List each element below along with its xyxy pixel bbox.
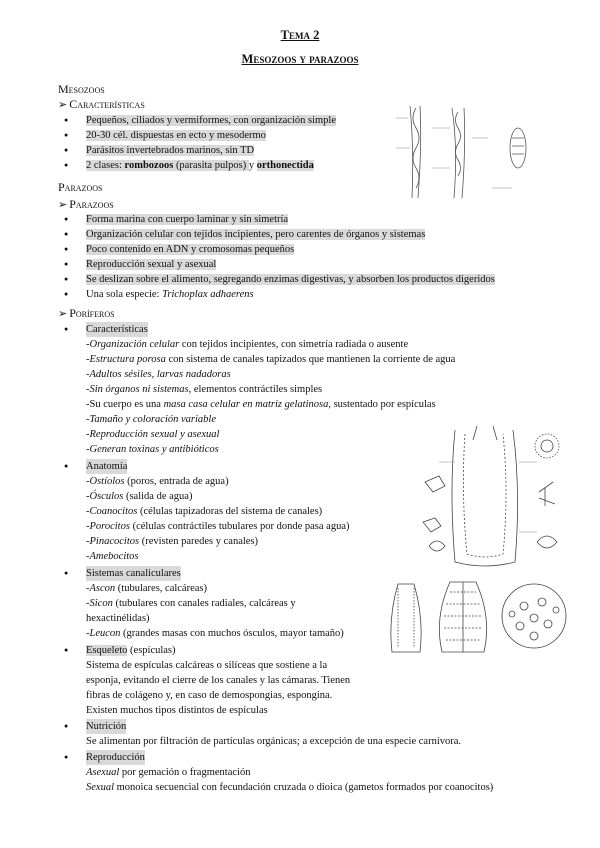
section-label: Esqueleto (espículas) (86, 645, 176, 656)
text-line: -Organización celular con tejidos incipientes, con simetría radiada o ausente (86, 339, 409, 350)
text-line: Sexual monoica secuencial con fecundación cruzada o dioica (gametos formados por coanocitos) (86, 782, 494, 793)
text-line: -Sin órganos ni sistemas, elementos contráctiles simples (86, 384, 323, 395)
arrow-icon: ➢ (58, 199, 68, 211)
text-line: -Generan toxinas y antibióticos (86, 444, 219, 455)
list-item: ● Organización celular con tejidos incipientes, pero carentes de órganos y sistemas (58, 227, 495, 242)
section-label: Características (86, 324, 148, 335)
section-label: Anatomía (86, 461, 128, 472)
canal-systems-figure (384, 578, 572, 658)
text-line: -Su cuerpo es una masa casa celular en matriz gelatinosa, sustentado por espículas (86, 399, 436, 410)
list-item: ● Una sola especie: Trichoplax adhaerens (58, 287, 495, 302)
text-line: hexactinélidas) (86, 613, 150, 624)
reproduccion-lines (86, 765, 493, 795)
parazoos-list (58, 212, 495, 302)
parazoos-subheading: ➢ Parazoos (58, 197, 114, 211)
sponge-anatomy-figure (415, 422, 575, 572)
caracteristicas-lines (86, 337, 455, 457)
text-line: -Ostíolos (poros, entrada de agua) (86, 476, 229, 487)
nutricion-lines (86, 734, 461, 749)
arrow-icon: ➢ (58, 308, 68, 320)
arrow-icon: ➢ (58, 99, 68, 111)
list-item: ● Reproducción sexual y asexual (58, 257, 495, 272)
text-line: -Sicon (tubulares con canales radiales, calcáreas y (86, 598, 296, 609)
list-item: ● 20-30 cél. dispuestas en ecto y mesodermo (58, 128, 336, 143)
text-line: -Amebocitos (86, 551, 139, 562)
text-line: -Adultos sésiles, larvas nadadoras (86, 369, 231, 380)
section-label: Sistemas canaliculares (86, 568, 181, 579)
esqueleto-lines (86, 658, 350, 718)
text-line: -Coanocitos (células tapizadoras del sistema de canales) (86, 506, 323, 517)
text-line: esponja, evitando el cierre de los canales y las cámaras. Tienen (86, 675, 351, 686)
list-item: ● Parásitos invertebrados marinos, sin TD (58, 143, 336, 158)
section-label: Nutrición (86, 721, 127, 732)
section-label: Reproducción (86, 752, 145, 763)
mesozoa-figure (392, 98, 552, 206)
anatomia-lines (86, 474, 350, 564)
mesozoos-heading: Mesozoos (58, 82, 105, 96)
list-item: ● Se deslizan sobre el alimento, segregando enzimas digestivas, y absorben los productos digeridos (58, 272, 495, 287)
text-line: fibras de colágeno y, en caso de demospongias, espongina. (86, 690, 333, 701)
parazoos-heading: Parazoos (58, 180, 103, 194)
sistemas-lines (86, 581, 344, 641)
text-line: -Leucon (grandes masas con muchos ósculos, mayor tamaño) (86, 628, 344, 639)
list-item: ● Forma marina con cuerpo laminar y sin simetría (58, 212, 495, 227)
text-line: -Ósculos (salida de agua) (86, 491, 193, 502)
text-line: -Porocitos (células contráctiles tubulares por donde pasa agua) (86, 521, 350, 532)
mesozoos-subheading: ➢ Características (58, 97, 145, 111)
text-line: Asexual por gemación o fragmentación (86, 767, 251, 778)
text-line: Sistema de espículas calcáreas o silíceas que sostiene a la (86, 660, 328, 671)
list-item: ● Pequeños, ciliados y vermiformes, con organización simple (58, 113, 336, 128)
text-line: -Estructura porosa con sistema de canales tapizados que mantienen la corriente de agua (86, 354, 456, 365)
list-item: ● Poco contenido en ADN y cromosomas pequeños (58, 242, 495, 257)
text-line: -Tamaño y coloración variable (86, 414, 216, 425)
text-line: -Pinacocitos (revisten paredes y canales) (86, 536, 259, 547)
page-subtitle: Mesozoos y parazoos (241, 52, 359, 66)
list-item: ● 2 clases: rombozoos (parasita pulpos) y orthonectida (58, 158, 336, 173)
text-line: -Reproducción sexual y asexual (86, 429, 220, 440)
text-line: -Ascon (tubulares, calcáreas) (86, 583, 207, 594)
mesozoos-list (58, 113, 336, 173)
text-line: Existen muchos tipos distintos de espículas (86, 705, 268, 716)
page-title: Tema 2 (280, 28, 320, 42)
poriferos-subheading: ➢ Poríferos (58, 306, 115, 320)
text-line: Se alimentan por filtración de partículas orgánicas; a excepción de una especie carnívora. (86, 736, 462, 747)
